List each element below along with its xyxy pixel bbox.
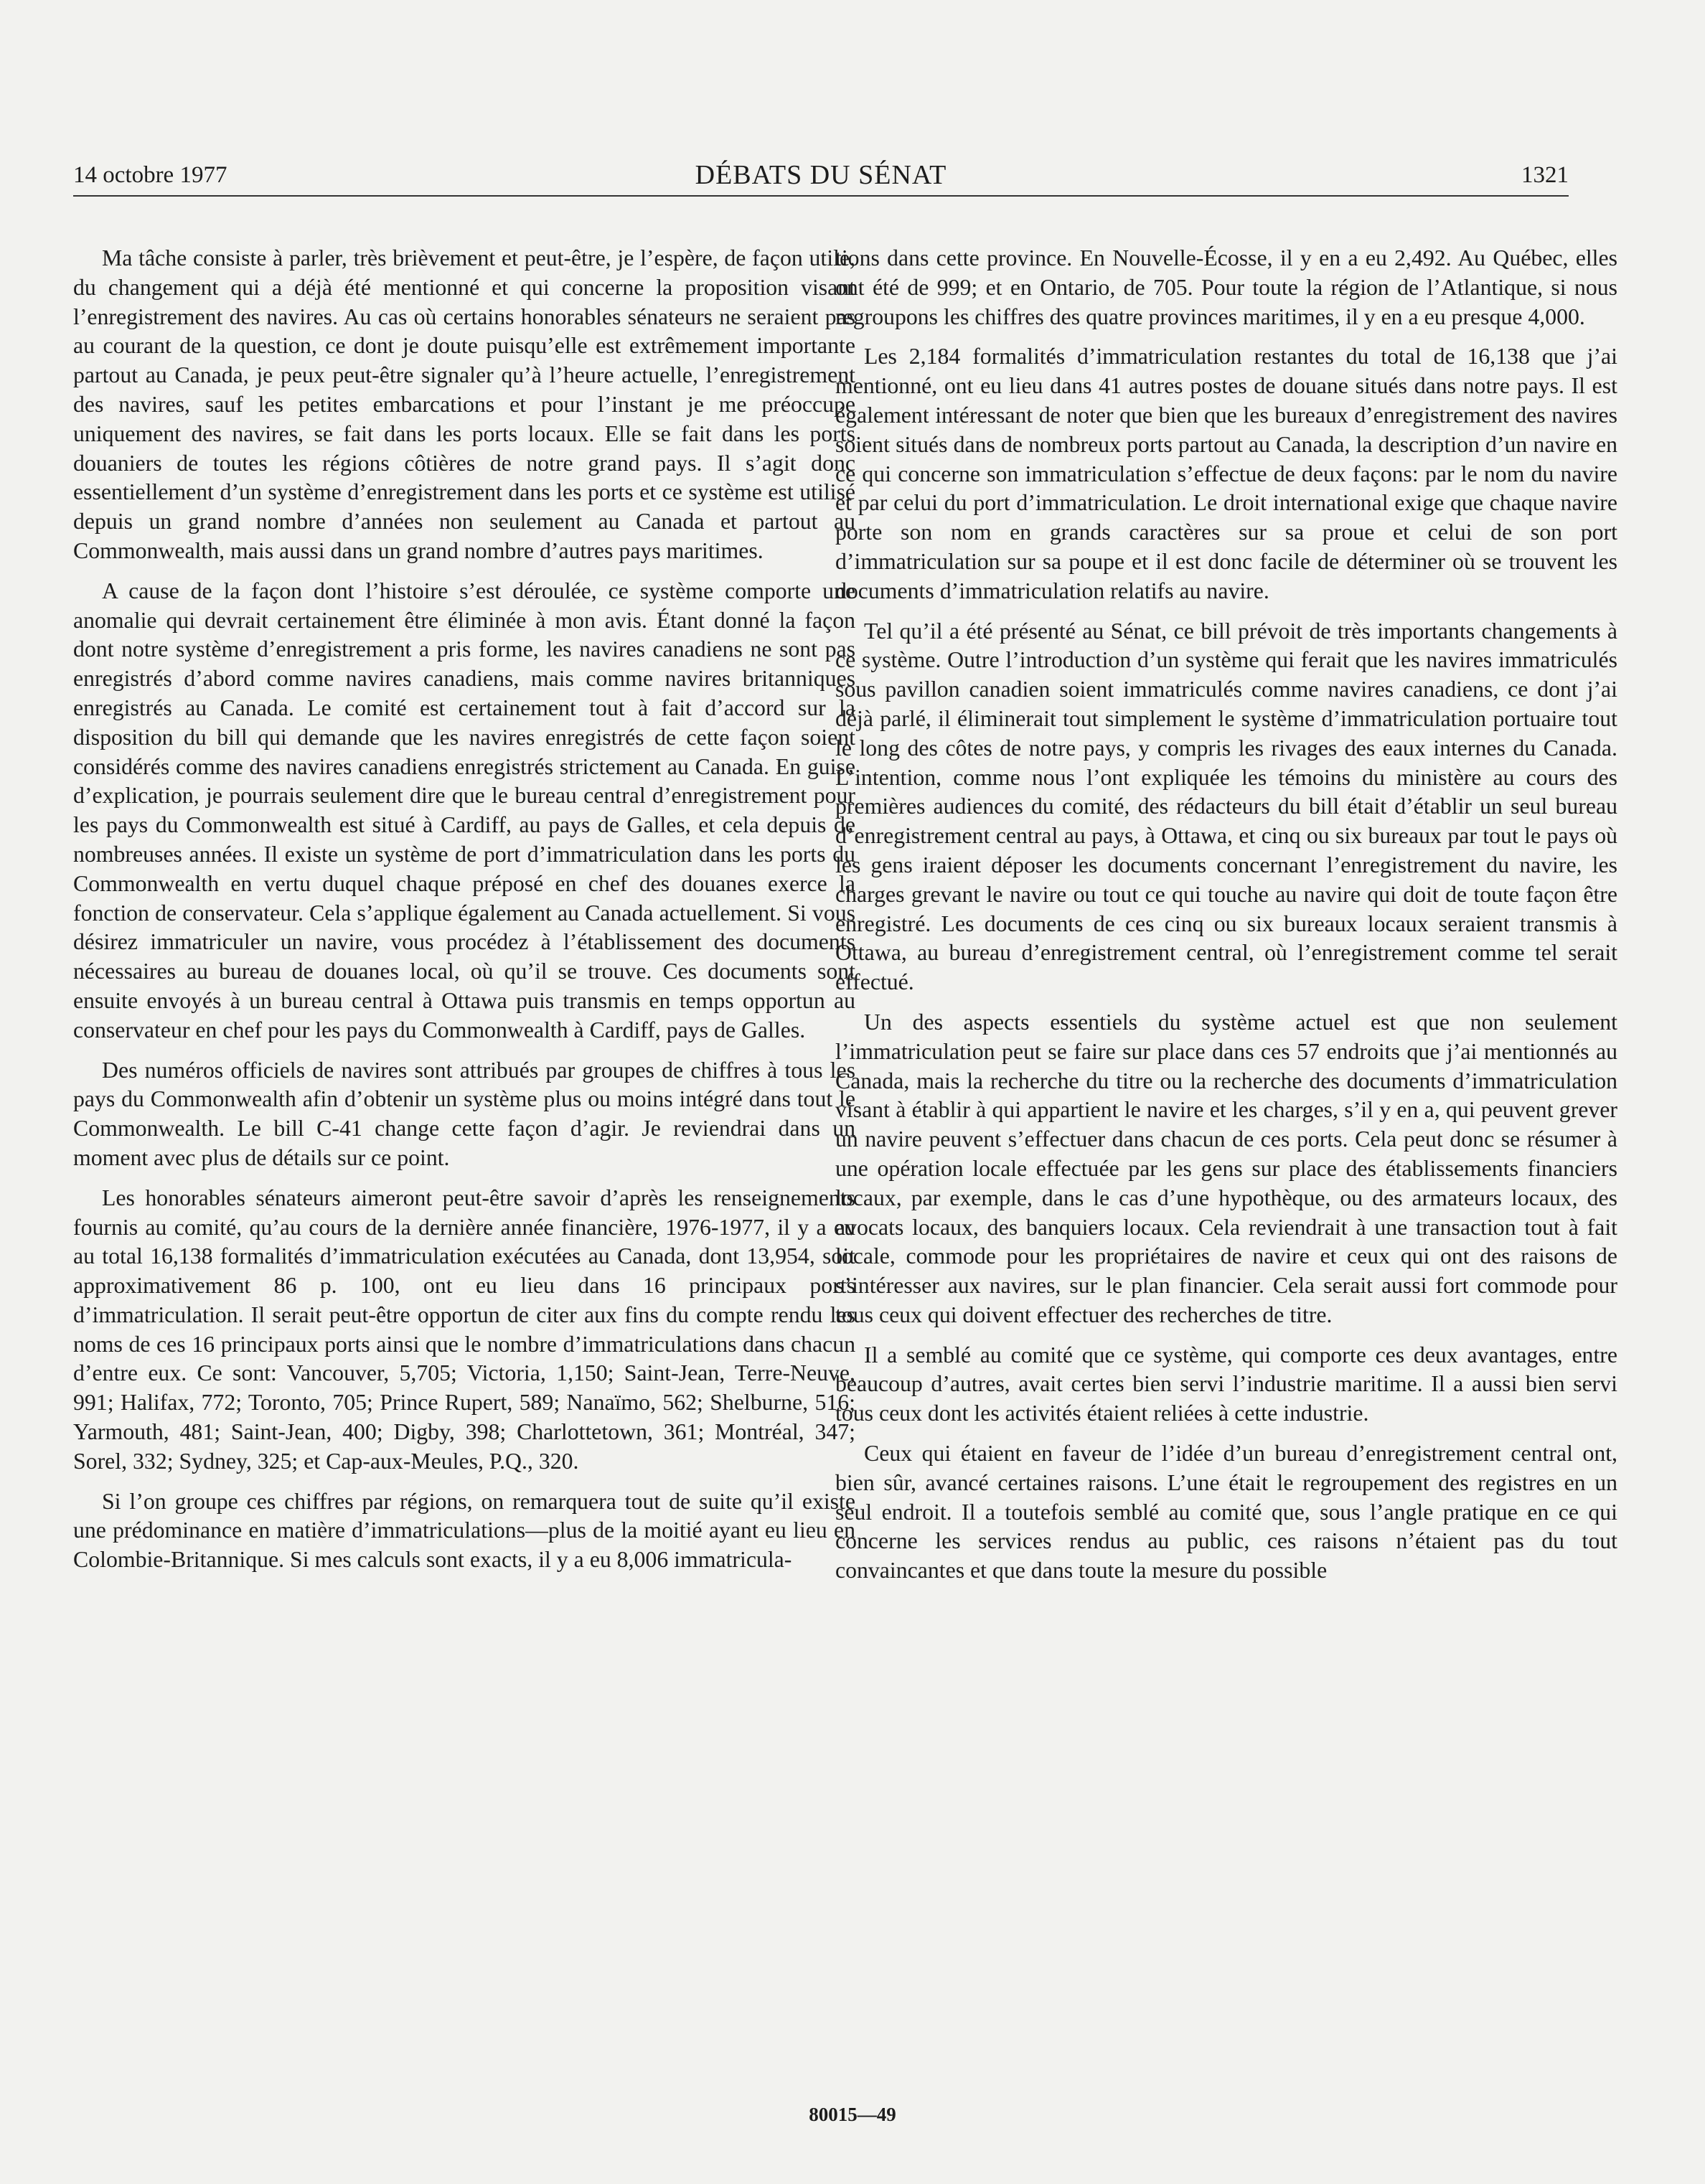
paragraph: Si l’on groupe ces chiffres par régions, on remarquera tout de suite qu’il existe une prédominance en matière d’immatriculations—plus de la moitié ayant eu lieu en Colombie-Britannique. Si mes calculs sont exacts, il y a eu 8,006 immatricula- [73, 1488, 855, 1573]
footer-code: 80015—49 [809, 2104, 896, 2125]
left-column [73, 244, 855, 2066]
page-header [73, 159, 1569, 197]
paragraph: Les honorables sénateurs aimeront peut-être savoir d’après les renseignements fournis au comité, qu’au cours de la dernière année financière, 1976-1977, il y a eu au total 16,138 formalités d’immatriculation exécutées au Canada, dont 13,954, soit approximativement 86 p. 100, ont eu lieu dans 16 principaux ports d’immatriculation. Il serait peut-être opportun de citer aux fins du compte rendu les noms de ces 16 principaux ports ainsi que le nombre d’immatriculations dans chacun d’entre eux. Ce sont: Vancouver, 5,705; Victoria, 1,150; Saint-Jean, Terre-Neuve, 991; Halifax, 772; Toronto, 705; Prince Rupert, 589; Nanaïmo, 562; Shelburne, 516; Yarmouth, 481; Saint-Jean, 400; Digby, 398; Charlottetown, 361; Montréal, 347; Sorel, 332; Sydney, 325; et Cap-aux-Meules, P.Q., 320. [73, 1185, 855, 1474]
paragraph: Les 2,184 formalités d’immatriculation restantes du total de 16,138 que j’ai mentionné, ont eu lieu dans 41 autres postes de douane situés dans notre pays. Il est également intéressant de noter que bien que les bureaux d’enregistrement des navires soient situés dans de nombreux ports partout au Canada, la description d’un navire en ce qui concerne son immatriculation s’effectue de deux façons: par le nom du navire et par celui du port d’immatriculation. Le droit international exige que chaque navire porte son nom en grands caractères sur sa proue et celui de son port d’immatriculation sur sa poupe et il est donc facile de déterminer où se trouvent les documents d’immatriculation relatifs au navire. [835, 344, 1617, 603]
header-date: 14 octobre 1977 [73, 162, 227, 188]
header-title: DÉBATS DU SÉNAT [695, 160, 947, 190]
paragraph: Ceux qui étaient en faveur de l’idée d’un bureau d’enregistrement central ont, bien sûr, avancé certaines raisons. L’une était le regroupement des registres en un seul endroit. Il a toutefois semblé au comité que, sous l’angle pratique en ce qui concerne les services rendus au public, ces raisons n’étaient pas du tout convaincantes et que dans toute la mesure du possible [835, 1441, 1617, 1583]
paragraph-continuation: tions dans cette province. En Nouvelle-Écosse, il y en a eu 2,492. Au Québec, elles ont été de 999; et en Ontario, de 705. Pour toute la région de l’Atlantique, si nous regroupons les chiffres des quatre provinces maritimes, il y en a eu presque 4,000. [835, 245, 1617, 329]
paragraph: Il a semblé au comité que ce système, qui comporte ces deux avantages, entre beaucoup d’autres, avait certes bien servi l’industrie maritime. Il a aussi bien servi tous ceux dont les activités étaient reliées à cette industrie. [835, 1342, 1617, 1426]
paragraph: Tel qu’il a été présenté au Sénat, ce bill prévoit de très importants changements à ce système. Outre l’introduction d’un système qui ferait que les navires immatriculés sous pavillon canadien soient immatriculés comme navires canadiens, ce dont j’ai déjà parlé, il éliminerait tout simplement le système d’immatriculation portuaire tout le long des côtes de notre pays, y compris les rivages des eaux internes du Canada. L’intention, comme nous l’ont expliquée les témoins du ministère au cours des premières audiences du comité, des rédacteurs du bill était d’établir un seul bureau d’enregistrement central au pays, à Ottawa, et cinq ou six bureaux par tout le pays où les gens iraient déposer les documents concernant l’enregistrement du navire, les charges grevant le navire ou tout ce qui touche au navire qui doit de toute façon être enregistré. Les documents de ces cinq ou six bureaux locaux seraient transmis à Ottawa, au bureau d’enregistrement central, où l’enregistrement comme tel serait effectué. [835, 618, 1617, 995]
paragraph: Un des aspects essentiels du système actuel est que non seulement l’immatriculation peut se faire sur place dans ces 57 endroits que j’ai mentionnés au Canada, mais la recherche du titre ou la recherche des documents d’immatriculation visant à établir à qui appartient le navire et les charges, s’il y en a, qui peuvent grever un navire peuvent s’effectuer dans chacun de ces ports. Cela peut donc se résumer à une opération locale effectuée par les gens sur place des établissements financiers locaux, par exemple, dans le cas d’une hypothèque, ou des armateurs locaux, des avocats locaux, des banquiers locaux. Cela reviendrait à une transaction tout à fait locale, commode pour les propriétaires de navire et ceux qui ont des raisons de s’intéresser aux navires, sur le plan financier. Cela serait aussi fort commode pour tous ceux qui doivent effectuer des recherches de titre. [835, 1009, 1617, 1327]
right-column [835, 244, 1617, 2066]
paragraph: Ma tâche consiste à parler, très brièvement et peut-être, je l’espère, de façon utile, du changement qui a déjà été mentionné et qui concerne la proposition visant l’enregistrement des navires. Au cas où certains honorables sénateurs ne seraient pas au courant de la question, ce dont je doute puisqu’elle est extrêmement importante partout au Canada, je peux peut-être signaler qu’à l’heure actuelle, l’enregistrement des navires, sauf les petites embarcations et pour l’instant je me préoccupe uniquement des navires, se fait dans les ports locaux. Elle se fait dans les ports douaniers de toutes les régions côtières de notre grand pays. Il s’agit donc essentiellement d’un système d’enregistrement dans les ports et ce système est utilisé depuis un grand nombre d’années non seulement au Canada et partout au Commonwealth, mais aussi dans un grand nombre d’autres pays maritimes. [73, 245, 855, 563]
page-number: 1321 [1521, 162, 1569, 188]
paragraph: Des numéros officiels de navires sont attribués par groupes de chiffres à tous les pays du Commonwealth afin d’obtenir un système plus ou moins intégré dans tout le Commonwealth. Le bill C-41 change cette façon d’agir. Je reviendrai dans un moment avec plus de détails sur ce point. [73, 1057, 855, 1170]
paragraph: A cause de la façon dont l’histoire s’est déroulée, ce système comporte une anomalie qui devrait certainement être éliminée à mon avis. Étant donné la façon dont notre système d’enregistrement a pris forme, les navires canadiens ne sont pas enregistrés d’abord comme navires canadiens, mais comme navires britanniques enregistrés au Canada. Le comité est certainement tout à fait d’accord sur la disposition du bill qui demande que les navires enregistrés de cette façon soient considérés comme des navires canadiens enregistrés strictement au Canada. En guise d’explication, je pourrais seulement dire que le bureau central d’enregistrement pour les pays du Commonwealth est situé à Cardiff, au pays de Galles, et cela depuis de nombreuses années. Il existe un système de port d’immatriculation dans les ports du Commonwealth en vertu duquel chaque préposé en chef des douanes exerce la fonction de conservateur. Cela s’applique également au Canada actuellement. Si vous désirez immatriculer un navire, vous procédez à l’établissement des documents nécessaires au bureau de douanes local, où qu’il se trouve. Ces documents sont ensuite envoyés à un bureau central à Ottawa puis transmis en temps opportun au conservateur en chef pour les pays du Commonwealth à Cardiff, pays de Galles. [73, 578, 855, 1042]
